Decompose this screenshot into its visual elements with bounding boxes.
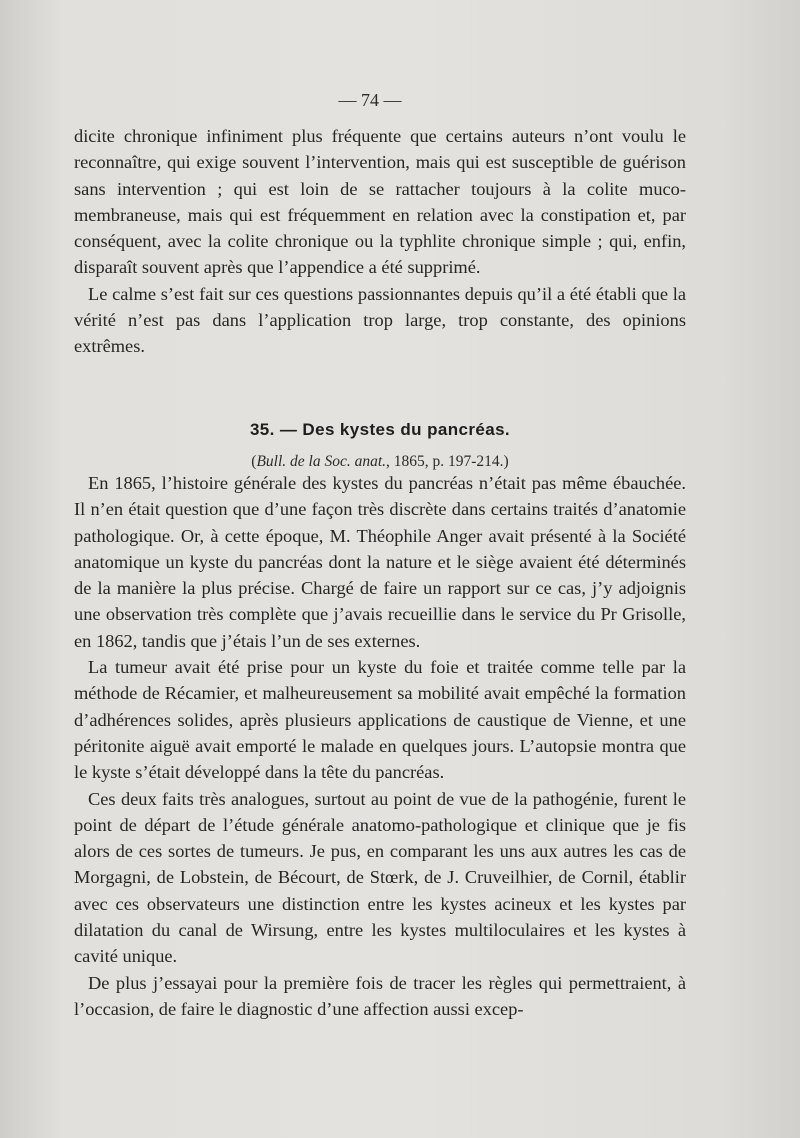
paragraph-diagnostic: De plus j’essayai pour la première fois de tracer les règles qui permettraient, à l’occasion, de faire le diagnostic d’une affection aussi excep- — [74, 972, 686, 1019]
paragraph-histoire: En 1865, l’histoire générale des kystes du pancréas n’était pas même ébauchée. Il n’en était question que d’une façon très discrète dans certains traités d’anatomie pathologique. Or, à cette époque, M. Théophile Anger avait présenté à la Société anatomique un kyste du pancréas dont la nature et le siège avaient été déterminés de la manière la plus précise. Chargé de faire un rapport sur ce cas, j’y adjoignis une observation très complète que j’avais recueillie dans le service du Pr Grisolle, en 1862, tandis que j’étais l’un de ses externes. — [74, 473, 686, 651]
paragraph-calme: Le calme s’est fait sur ces questions passionnantes depuis qu’il a été établi que la vérité n’est pas dans l’application trop large, trop constante, des opinions extrêmes. — [74, 283, 686, 357]
page-number: — 74 — — [338, 90, 402, 110]
paragraph-analogues: Ces deux faits très analogues, surtout au point de vue de la pathogénie, furent le point de départ de l’étude générale anatomo-pathologique et clinique que je fis alors de ces sortes de tumeurs. Je pus, en comparant les uns aux autres les cas de Morgagni, de Lobstein, de Bécourt, de Stœrk, de J. Cruveilhier, de Cornil, établir avec ces observateurs une distinction entre les kystes acineux et les kystes par dilatation du canal de Wirsung, entre les kystes multiloculaires et les kystes à cavité unique. — [74, 788, 686, 967]
citation-journal: Bull. de la Soc. anat. — [256, 453, 387, 470]
section-text-block — [74, 470, 686, 1022]
section-citation — [0, 453, 760, 471]
paragraph-colite: dicite chronique infiniment plus fréquente que certains auteurs n’ont voulu le reconnaître, qui exige souvent l’intervention, mais qui est susceptible de guérison sans intervention ; qui est loin de se rattacher toujours à la colite muco-membraneuse, mais qui est fréquemment en relation avec la constipation et, par conséquent, avec la colite chronique ou la typhlite chronique simple ; qui, enfin, disparaît souvent après que l’appendice a été supprimé. — [74, 126, 686, 278]
section-title: 35. — Des kystes du pancréas. — [249, 420, 511, 439]
paragraph-tumeur: La tumeur avait été prise pour un kyste du foie et traitée comme telle par la méthode de Récamier, et malheureusement sa mobilité avait empêché la formation d’adhérences solides, après plusieurs applications de caustique de Vienne, et une péritonite aiguë avait emporté le malade en quelques jours. L’autopsie montra que le kyste s’était développé dans la tête du pancréas. — [74, 657, 686, 783]
citation-open: ( — [251, 453, 257, 470]
intro-text-block — [74, 123, 686, 360]
citation-details: , 1865, p. 197-214.) — [386, 453, 509, 470]
